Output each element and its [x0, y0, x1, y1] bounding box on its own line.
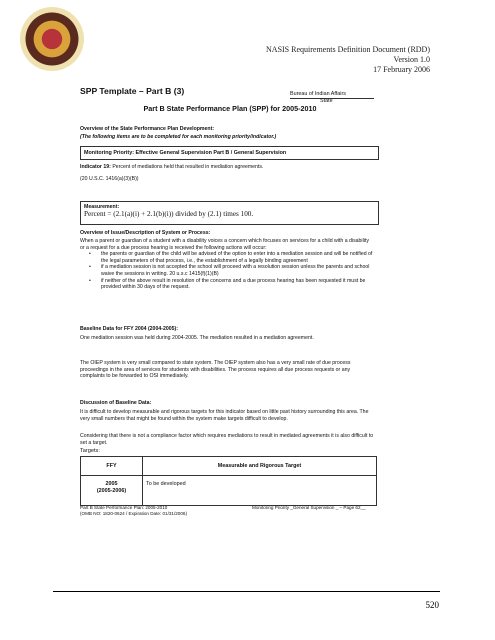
overview-note: (The following items are to be completed for each monitoring priority/indicator.)	[80, 134, 277, 140]
state-label: State	[320, 98, 333, 104]
doc-date: 17 February 2006	[373, 65, 430, 74]
discussion-text-1: It is difficult to develop measurable and rigorous targets for this indicator based on little past history surrounding this area. The very small numbers that might be found within the system make targets difficult to develop.	[80, 409, 369, 422]
page-number: 520	[425, 600, 439, 610]
table-header-row	[81, 457, 377, 476]
doc-version: Version 1.0	[393, 55, 430, 64]
oiep-text: The OIEP system is very small compared to state system. The OIEP system also has a very small rate of due process proceedings in the area of services for students with disabilities. The process requires all due process requests or any complaints to be forwarded to OSI immediately.	[80, 360, 351, 380]
footer-left-2: (OMB NO: 1820-0624 / Expiration Date: 01/31/2006)	[80, 511, 187, 516]
template-title: SPP Template – Part B (3)	[80, 86, 185, 96]
table-row	[81, 476, 377, 506]
col-target-header: Measurable and Rigorous Target	[143, 457, 377, 476]
indicator-line	[80, 164, 263, 171]
row-target-cell: To be developed	[143, 476, 377, 506]
issue-bullet: • if a mediation session is not accepted the school will proceed with a resolution session unless the parents and school waive the sessions in writing. 20 u.s.c 1415(f)(1)(B)	[89, 264, 374, 277]
indicator-label: Indicator 19:	[80, 164, 111, 170]
targets-table	[80, 456, 377, 506]
issue-bullet: • if neither of the above result in resolution of the concerns and a due process hearing has been requested it must be provided within 30 days of the request.	[89, 278, 374, 291]
discussion-heading: Discussion of Baseline Data:	[80, 400, 152, 406]
discussion-text-2: Considering that there is not a compliance factor which requires mediations to result in mediated agreements it is also difficult to set a target.	[80, 433, 374, 446]
monitoring-priority-box	[80, 146, 379, 160]
issue-heading: Overview of Issue/Description of System or Process:	[80, 230, 211, 236]
form-footer-right: Monitoring Priority _General Supervision _ – Page 62__	[252, 505, 366, 510]
baseline-text: One mediation session was held during 2004-2005. The mediation resulted in a mediation agreement.	[80, 335, 314, 341]
row-year: 2005	[105, 481, 118, 487]
form-footer-left	[80, 505, 187, 517]
measurement-label: Measurement:	[84, 204, 120, 210]
agency-name: Bureau of Indian Affairs	[290, 91, 374, 99]
issue-section	[80, 238, 374, 291]
col-ffy-header: FFY	[81, 457, 143, 476]
row-ffy-cell	[81, 476, 143, 506]
issue-bullets	[80, 251, 374, 291]
measurement-formula: Percent = (2.1(a)(i) + 2.1(b)(i)) divided by (2.1) times 100.	[84, 210, 254, 218]
footer-left-1: Part B State Performance Plan: 2005-2010	[80, 505, 168, 510]
issue-intro: When a parent or guardian of a student with a disability voices a concern which focuses on services for a child with a disability or a request for a due process hearing is received the following actions will occur:	[80, 238, 369, 251]
citation: (20 U.S.C. 1416(a)(3)(B))	[80, 176, 139, 182]
targets-label: Targets:	[80, 448, 100, 454]
plan-title: Part B State Performance Plan (SPP) for 2005-2010	[143, 104, 317, 113]
overview-heading: Overview of the State Performance Plan Development:	[80, 126, 215, 132]
measurement-box	[80, 201, 379, 225]
page-header	[266, 45, 430, 75]
row-range: (2005-2006)	[96, 487, 127, 494]
issue-bullet: • the parents or guardian of the child will be advised of the option to enter into a mediation session and will be notified of the legal parameters of that process, i.e., the establishment of a legally binding agreement	[89, 251, 374, 264]
monitoring-priority: Monitoring Priority: Effective General Supervision Part B / General Supervision	[84, 150, 287, 156]
doc-title: NASIS Requirements Definition Document (RDD)	[266, 45, 430, 54]
footer-rule	[53, 591, 440, 592]
bia-seal-logo	[20, 7, 84, 71]
baseline-heading: Baseline Data for FFY 2004 (2004-2005):	[80, 326, 178, 332]
indicator-text: Percent of mediations held that resulted in mediation agreements.	[112, 164, 264, 170]
